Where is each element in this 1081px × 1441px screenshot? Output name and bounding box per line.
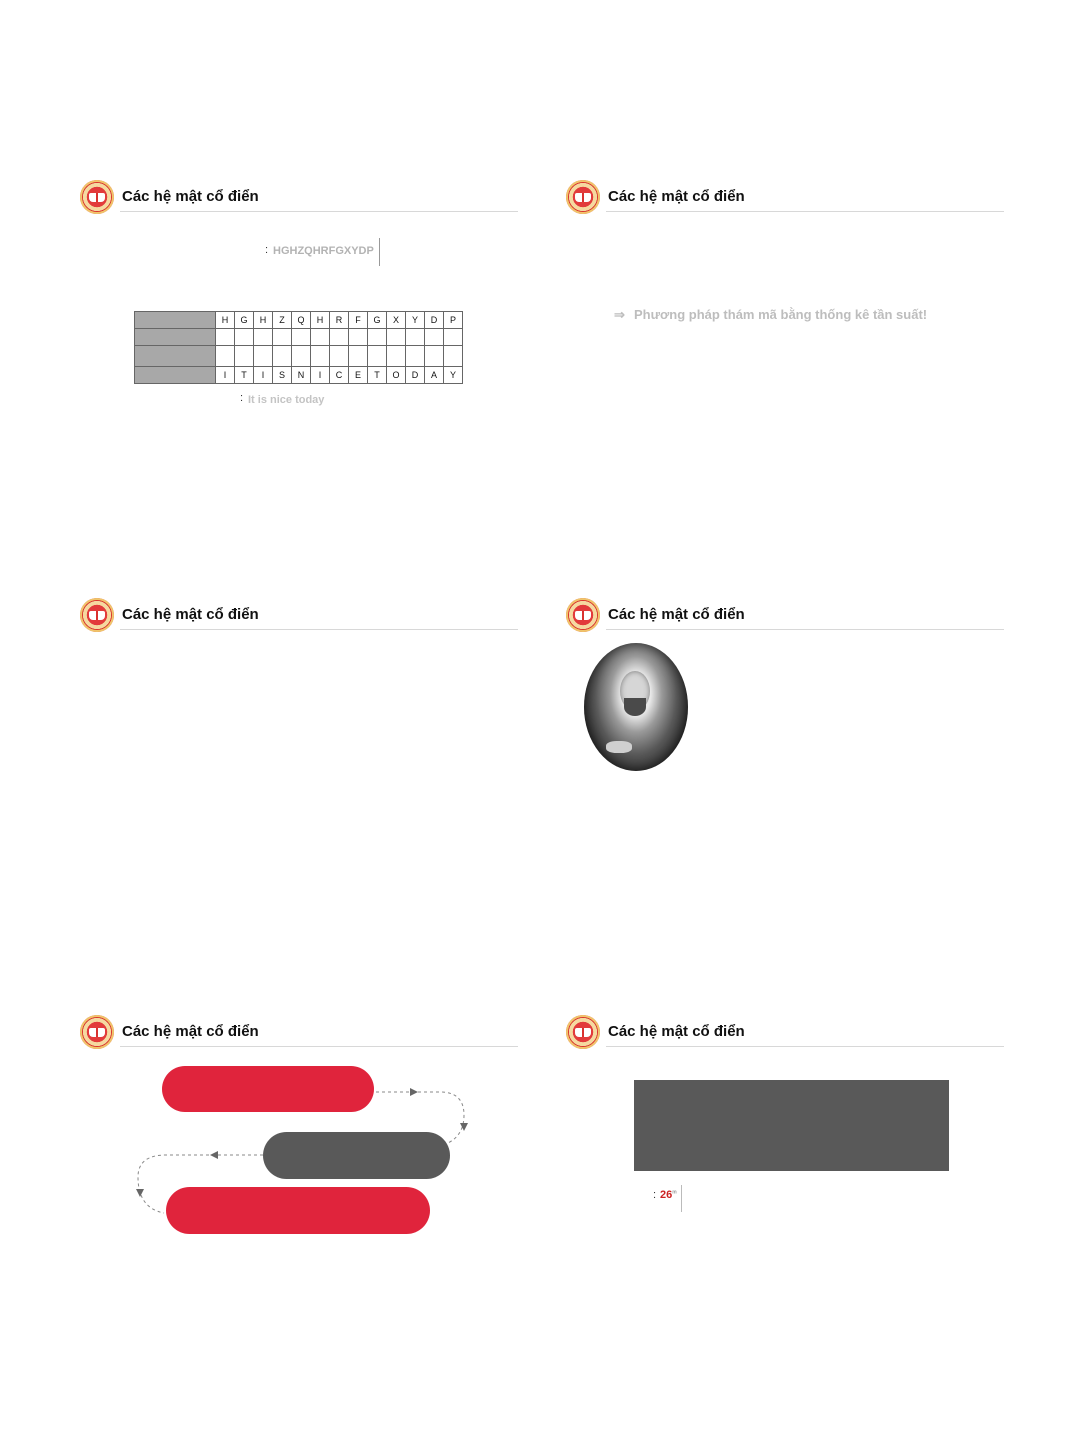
text-cursor xyxy=(681,1185,682,1212)
conclusion-text: Phương pháp thám mã bằng thống kê tần suất! xyxy=(634,307,928,322)
header-divider xyxy=(606,629,1004,630)
table-cell: I xyxy=(254,367,273,384)
table-cell: Z xyxy=(273,312,292,329)
slide-header xyxy=(80,180,520,216)
table-cell: G xyxy=(368,312,387,329)
slide-header xyxy=(566,598,1006,634)
slide-title: Các hệ mật cổ điển xyxy=(122,606,259,623)
row-label-cell xyxy=(135,346,216,367)
slide-title: Các hệ mật cổ điển xyxy=(608,1023,745,1040)
table-cell: X xyxy=(387,312,406,329)
table-cell: D xyxy=(406,367,425,384)
text-cursor xyxy=(379,238,380,266)
table-cell: P xyxy=(444,312,463,329)
slide-header xyxy=(566,1015,1006,1051)
university-logo-icon xyxy=(566,598,600,632)
table-cell: D xyxy=(425,312,444,329)
table-row-empty xyxy=(135,346,463,367)
table-cell: N xyxy=(292,367,311,384)
slide-header xyxy=(80,598,520,634)
slide-title: Các hệ mật cổ điển xyxy=(122,188,259,205)
plaintext-value: It is nice today xyxy=(248,394,325,406)
portrait-hands xyxy=(606,741,632,753)
header-divider xyxy=(606,211,1004,212)
table-cell: Y xyxy=(444,367,463,384)
table-cell: Y xyxy=(406,312,425,329)
table-cell: H xyxy=(216,312,235,329)
slide-title: Các hệ mật cổ điển xyxy=(122,1023,259,1040)
ciphertext-colon: : xyxy=(265,244,269,256)
table-row-ciphertext xyxy=(135,312,463,329)
header-divider xyxy=(120,211,518,212)
slide-title: Các hệ mật cổ điển xyxy=(608,188,745,205)
table-cell: C xyxy=(330,367,349,384)
implies-arrow-icon: ⇒ xyxy=(614,307,625,322)
table-cell: I xyxy=(216,367,235,384)
table-cell: H xyxy=(311,312,330,329)
portrait-beard xyxy=(624,698,646,716)
table-cell: E xyxy=(349,367,368,384)
university-logo-icon xyxy=(566,180,600,214)
keyspace-base: 26 xyxy=(660,1189,673,1201)
content-box xyxy=(634,1080,949,1171)
slide-4 xyxy=(566,598,1006,928)
university-logo-icon xyxy=(80,598,114,632)
table-row-plaintext xyxy=(135,367,463,384)
table-cell: A xyxy=(425,367,444,384)
table-cell: T xyxy=(235,367,254,384)
row-label-cell xyxy=(135,367,216,384)
keyspace-exponent: m xyxy=(672,1189,677,1196)
decryption-table xyxy=(134,311,463,384)
row-label-cell xyxy=(135,312,216,329)
keyspace-colon: : xyxy=(653,1189,657,1201)
table-cell: S xyxy=(273,367,292,384)
portrait-image xyxy=(584,643,688,771)
table-cell: T xyxy=(368,367,387,384)
table-cell: G xyxy=(235,312,254,329)
table-cell: I xyxy=(311,367,330,384)
slide-6 xyxy=(566,1015,1006,1345)
university-logo-icon xyxy=(80,180,114,214)
row-label-cell xyxy=(135,329,216,346)
keyspace-value xyxy=(660,1189,677,1201)
slide-3 xyxy=(80,598,520,928)
table-cell: R xyxy=(330,312,349,329)
university-logo-icon xyxy=(566,1015,600,1049)
slide-header xyxy=(566,180,1006,216)
slide-1 xyxy=(80,180,520,510)
table-cell: H xyxy=(254,312,273,329)
ciphertext-value: HGHZQHRFGXYDP xyxy=(273,245,374,257)
table-cell: F xyxy=(349,312,368,329)
flow-connector-arrows xyxy=(80,1015,520,1345)
table-row-empty xyxy=(135,329,463,346)
slide-2 xyxy=(566,180,1006,510)
slide-title: Các hệ mật cổ điển xyxy=(608,606,745,623)
header-divider xyxy=(120,629,518,630)
plaintext-colon: : xyxy=(240,392,244,404)
header-divider xyxy=(606,1046,1004,1047)
slide-5 xyxy=(80,1015,520,1345)
table-cell: Q xyxy=(292,312,311,329)
table-cell: O xyxy=(387,367,406,384)
